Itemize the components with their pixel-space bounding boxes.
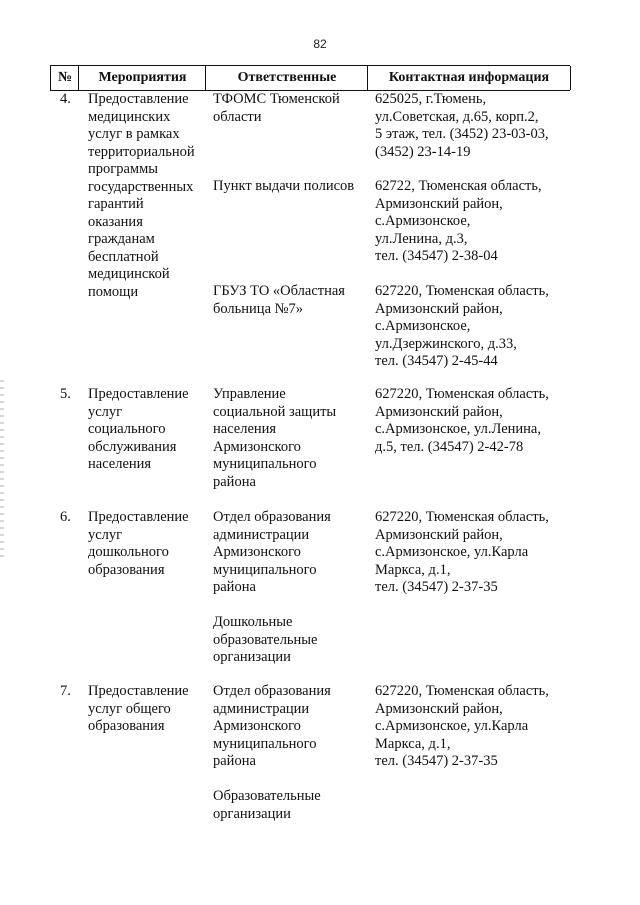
row-7-responsible-1: Отдел образования администрации Армизонского муниципального района [213, 683, 331, 769]
row-4-contact-3: 627220, Тюменская область, Армизонский район, с.Армизонское, ул.Дзержинского, д.33, тел. (34547) 2-45-44 [375, 283, 549, 369]
row-6-event: Предоставление услуг дошкольного образования [88, 509, 189, 578]
row-4-responsible-1: ТФОМС Тюменской области [213, 91, 340, 125]
table-header [50, 65, 570, 91]
row-6-responsible-1: Отдел образования администрации Армизонского муниципального района [213, 509, 331, 595]
row-5-contact-1: 627220, Тюменская область, Армизонский район, с.Армизонское, ул.Ленина, д.5, тел. (34547) 2-42-78 [375, 386, 549, 455]
row-5-responsible-1: Управление социальной защиты населения Армизонского муниципального района [213, 386, 337, 490]
row-4-number: 4. [60, 91, 71, 107]
row-5-number: 5. [60, 386, 71, 402]
row-5-event: Предоставление услуг социального обслуживания населения [88, 386, 189, 472]
page-number: 82 [313, 37, 327, 51]
row-4-contact-1: 625025, г.Тюмень, ул.Советская, д.65, корп.2, 5 этаж, тел. (3452) 23-03-03, (3452) 23-14-19 [375, 91, 549, 160]
scan-edge-marks [0, 380, 4, 560]
row-6-contact-1: 627220, Тюменская область, Армизонский район, с.Армизонское, ул.Карла Маркса, д.1, тел. (34547) 2-37-35 [375, 509, 549, 595]
header-num: № [50, 66, 79, 90]
row-6-number: 6. [60, 509, 71, 525]
header-contacts: Контактная информация [367, 66, 571, 90]
row-6-responsible-2: Дошкольные образовательные организации [213, 614, 318, 665]
row-7-number: 7. [60, 683, 71, 699]
header-responsible: Ответственные [205, 66, 368, 90]
row-7-responsible-2: Образовательные организации [213, 788, 321, 822]
row-7-contact-1: 627220, Тюменская область, Армизонский район, с.Армизонское, ул.Карла Маркса, д.1, тел. (34547) 2-37-35 [375, 683, 549, 769]
row-7-event: Предоставление услуг общего образования [88, 683, 189, 734]
row-4-event: Предоставление медицинских услуг в рамках территориальной программы государственных гарантий оказания гражданам бесплатной медицинской помощи [88, 91, 195, 300]
row-4-contact-2: 62722, Тюменская область, Армизонский район, с.Армизонское, ул.Ленина, д.3, тел. (34547) 2-38-04 [375, 178, 542, 264]
header-events: Мероприятия [78, 66, 206, 90]
row-4-responsible-2: Пункт выдачи полисов [213, 178, 355, 194]
row-4-responsible-3: ГБУЗ ТО «Областная больница №7» [213, 283, 345, 317]
